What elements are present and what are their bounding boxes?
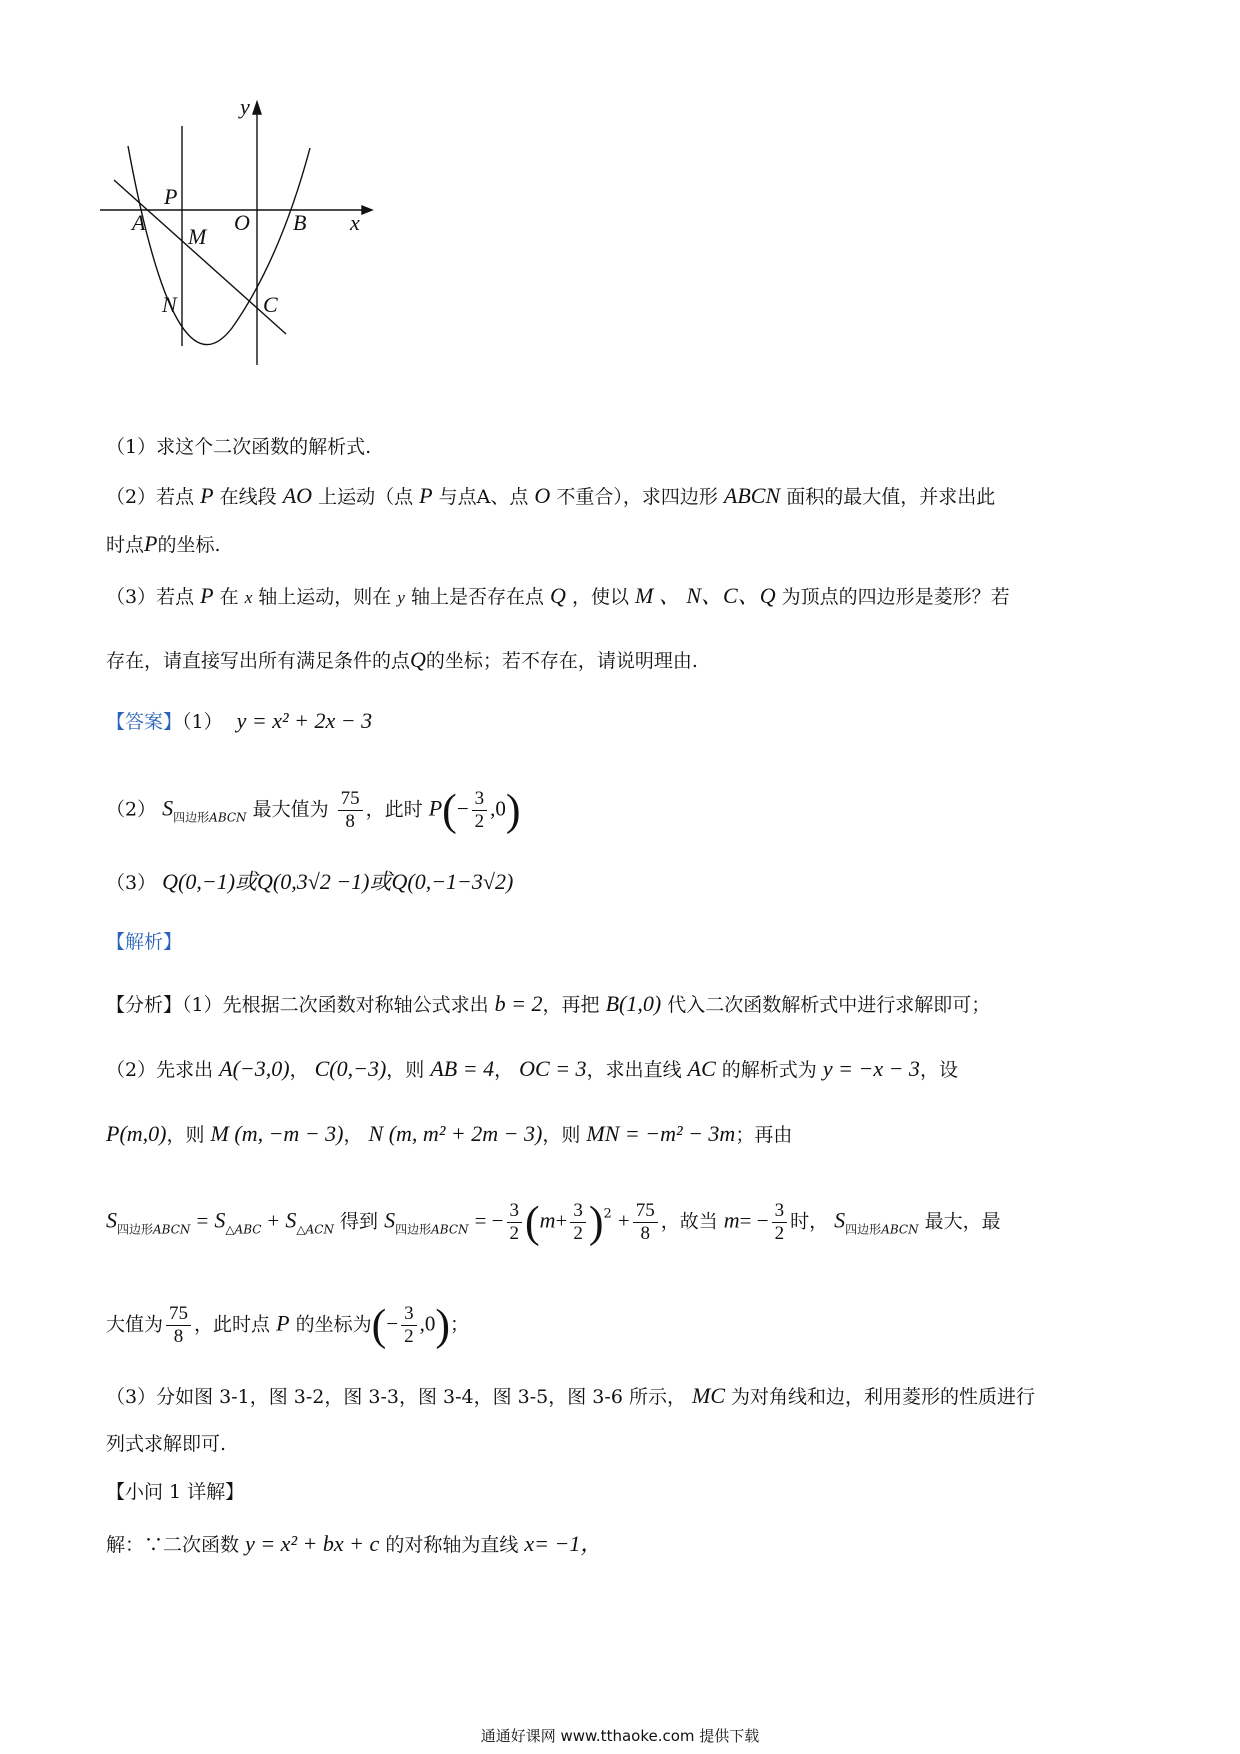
question-2-line-2 <box>106 530 221 559</box>
y-axis-arrow <box>253 102 261 114</box>
answer-tag: 【答案】 <box>106 711 183 733</box>
q3-text: 轴上运动，则在 <box>258 586 392 608</box>
label-a: A <box>132 210 146 235</box>
label-p: P <box>164 184 178 209</box>
analysis-text: 列式求解即可. <box>106 1433 227 1455</box>
analysis-line-4: $S_{四边形ABCN} = S_{\triangle ABC} + S_{\triangle ACN}$ 得到 $S_{四边形ABCN}$ = − $\frac{3}{2}$ (m+ $\frac{3}{2}$ )$^2$ + $\frac{75}{8}$ ，故当 m= − $\frac{3}{2}$ 时， $S_{四边形ABCN}$ 最大，最 <box>106 1197 1001 1247</box>
paren: ) <box>505 785 521 835</box>
max-value-fraction: $\frac{75}{8}$ <box>338 788 363 833</box>
question-2-line-1 <box>106 482 995 511</box>
analysis-heading: 【解析】 <box>106 931 183 953</box>
answer-2-text: ，此时 <box>365 798 423 821</box>
footer-watermark: 通通好课网 www.tthaoke.com 提供下载 <box>480 1727 760 1745</box>
subquestion-heading: 【小问 1 详解】 <box>106 1481 245 1503</box>
point-a: A(−3,0) <box>219 1056 290 1081</box>
analysis-line-7 <box>106 1430 226 1458</box>
label-y: y <box>240 94 250 119</box>
question-1-text: （1）求这个二次函数的解析式. <box>106 436 372 458</box>
answer-3-values: Q(0,−1)或Q(0,3√2 −1)或Q(0,−1−3√2) <box>162 869 514 894</box>
quadratic-equation: y = x² + bx + c <box>245 1531 380 1556</box>
q2-point-p: P <box>200 483 214 508</box>
analysis-text: （2）先求出 <box>106 1059 214 1081</box>
x-fraction: $\frac{3}{2}$ <box>472 788 488 833</box>
analysis-line-2: （2）先求出 A(−3,0)， C(0,−3)，则 AB = 4， OC = 3，求出直线 AC 的解析式为 y = −x − 3，设 <box>106 1056 958 1081</box>
oc-length: OC = 3 <box>519 1056 587 1081</box>
answer-1 <box>106 707 372 736</box>
point-b: B(1,0) <box>605 991 662 1016</box>
q2-point-p: P <box>144 531 158 556</box>
question-1 <box>106 433 371 461</box>
point-p-m: P(m,0) <box>106 1121 167 1146</box>
q2-text: 在线段 <box>219 486 277 508</box>
q2-text: 时点 <box>106 534 145 556</box>
label-x: x <box>350 210 360 235</box>
analysis-text: ，则 <box>542 1124 581 1146</box>
solution-line-1 <box>106 1530 602 1559</box>
q3-text: 为顶点的四边形是菱形？若 <box>781 586 1010 608</box>
analysis-text: 的对称轴为直线 <box>385 1534 519 1556</box>
mn-length: MN = −m² − 3m <box>586 1121 736 1146</box>
line-ac-label: AC <box>687 1056 716 1081</box>
analysis-text: 的解析式为 <box>721 1059 817 1081</box>
fenxi-text: ，再把 <box>542 994 600 1016</box>
q3-text: （3）若点 <box>106 586 195 608</box>
analysis-text: 时， <box>790 1210 829 1233</box>
analysis-text: 大值为 <box>106 1313 164 1336</box>
q2-text: 不重合），求四边形 <box>556 486 718 508</box>
parabola-figure <box>100 90 380 380</box>
b-value: b = 2 <box>494 991 543 1016</box>
analysis-text: ，则 <box>166 1124 205 1146</box>
q3-text: 轴上是否存在点 <box>410 586 544 608</box>
q2-text: 的坐标. <box>157 534 221 556</box>
q2-point-p: P <box>419 483 433 508</box>
label-c: C <box>263 292 278 317</box>
label-o: O <box>234 210 250 235</box>
analysis-tag <box>106 928 182 956</box>
q3-point-q: Q <box>550 583 566 608</box>
answer-3 <box>106 868 513 897</box>
answer-3-prefix: （3） <box>106 872 157 894</box>
q3-text: ，使以 <box>571 586 629 608</box>
q3-point-q: Q <box>410 647 426 672</box>
answer-2-point-p: P <box>428 795 443 821</box>
const-fraction: $\frac{75}{8}$ <box>633 1200 658 1245</box>
question-3-line-2 <box>106 646 698 675</box>
question-3-line-1 <box>106 582 1010 612</box>
analysis-text: ； <box>450 1313 470 1336</box>
parabola-curve <box>128 146 310 345</box>
x-axis-arrow <box>362 206 372 214</box>
analysis-line-1 <box>106 990 990 1019</box>
q3-point-p: P <box>200 583 214 608</box>
analysis-line-6 <box>106 1382 1035 1411</box>
q2-text: （2）若点 <box>106 486 195 508</box>
ab-length: AB = 4 <box>430 1056 495 1081</box>
fenxi-text: 代入二次函数解析式中进行求解即可； <box>667 994 991 1016</box>
q2-text: 与点A、点 <box>438 486 529 508</box>
analysis-text: ；再由 <box>735 1124 793 1146</box>
analysis-text: ，设 <box>919 1059 958 1081</box>
analysis-line-3: P(m,0)，则 M (m, −m − 3)， N (m, m² + 2m − 3)，则 MN = −m² − 3m；再由 <box>106 1121 793 1146</box>
area-subscript: 四边形ABCN <box>173 810 247 825</box>
analysis-text: 最大，最 <box>924 1210 1001 1233</box>
analysis-line-5: 大值为 $\frac{75}{8}$ ，此时点 P 的坐标为(− $\frac{3}{2}$ ,0)； <box>106 1300 470 1350</box>
mc-label: MC <box>692 1383 725 1408</box>
analysis-text: ，故当 <box>660 1210 718 1233</box>
coef-fraction: $\frac{3}{2}$ <box>507 1200 523 1245</box>
analysis-text: ，求出直线 <box>586 1059 682 1081</box>
xiaowen-heading <box>106 1478 244 1506</box>
q2-segment-ao: AO <box>282 483 313 508</box>
q3-points: M 、 N、C、Q <box>635 583 776 608</box>
label-m: M <box>188 224 207 249</box>
q2-text: 面积的最大值，并求出此 <box>786 486 996 508</box>
label-b: B <box>293 210 307 235</box>
point-c: C(0,−3) <box>314 1056 387 1081</box>
fenxi-text: （1）先根据二次函数对称轴公式求出 <box>182 994 489 1016</box>
analysis-text: 解：∵二次函数 <box>106 1534 240 1556</box>
answer-2-prefix: （2） <box>106 798 157 821</box>
analysis-text: 为对角线和边，利用菱形的性质进行 <box>731 1386 1036 1408</box>
answer-1-equation: y = x² + 2x − 3 <box>236 708 373 733</box>
analysis-text: ，此时点 <box>194 1313 271 1336</box>
analysis-text: 的坐标为 <box>295 1313 372 1336</box>
q2-quad-abcn: ABCN <box>723 483 781 508</box>
q3-text: 存在，请直接写出所有满足条件的点 <box>106 650 411 672</box>
q3-text: 在 <box>219 586 239 608</box>
answer-1-prefix: （1） <box>182 711 223 733</box>
answer-2-text: 最大值为 <box>252 798 329 821</box>
analysis-text: ，则 <box>386 1059 425 1081</box>
fenxi-tag: 【分析】 <box>106 994 183 1016</box>
q3-y: y <box>397 588 405 607</box>
area-symbol: S <box>162 795 174 821</box>
q3-text: 的坐标；若不存在，请说明理由. <box>425 650 698 672</box>
q3-x: x <box>244 588 253 607</box>
point-n: N (m, m² + 2m − 3) <box>368 1121 543 1146</box>
axis-of-symmetry: x= −1， <box>524 1531 603 1556</box>
analysis-text: 得到 <box>340 1210 379 1233</box>
analysis-text: （3）分如图 3-1，图 3-2，图 3-3，图 3-4，图 3-5，图 3-6 所示， <box>106 1386 686 1408</box>
point-m: M (m, −m − 3) <box>210 1121 344 1146</box>
line-ac-equation: y = −x − 3 <box>822 1056 920 1081</box>
q2-text: 上运动（点 <box>318 486 414 508</box>
q2-point-o: O <box>534 483 551 508</box>
label-n: N <box>162 292 177 317</box>
paren: ( <box>442 785 457 835</box>
point-p: P <box>276 1310 290 1336</box>
answer-2: （2） $S_{四边形ABCN}$ 最大值为 $\frac{75}{8}$ ，此时 P(− $\frac{3}{2}$ ,0) <box>106 785 521 835</box>
